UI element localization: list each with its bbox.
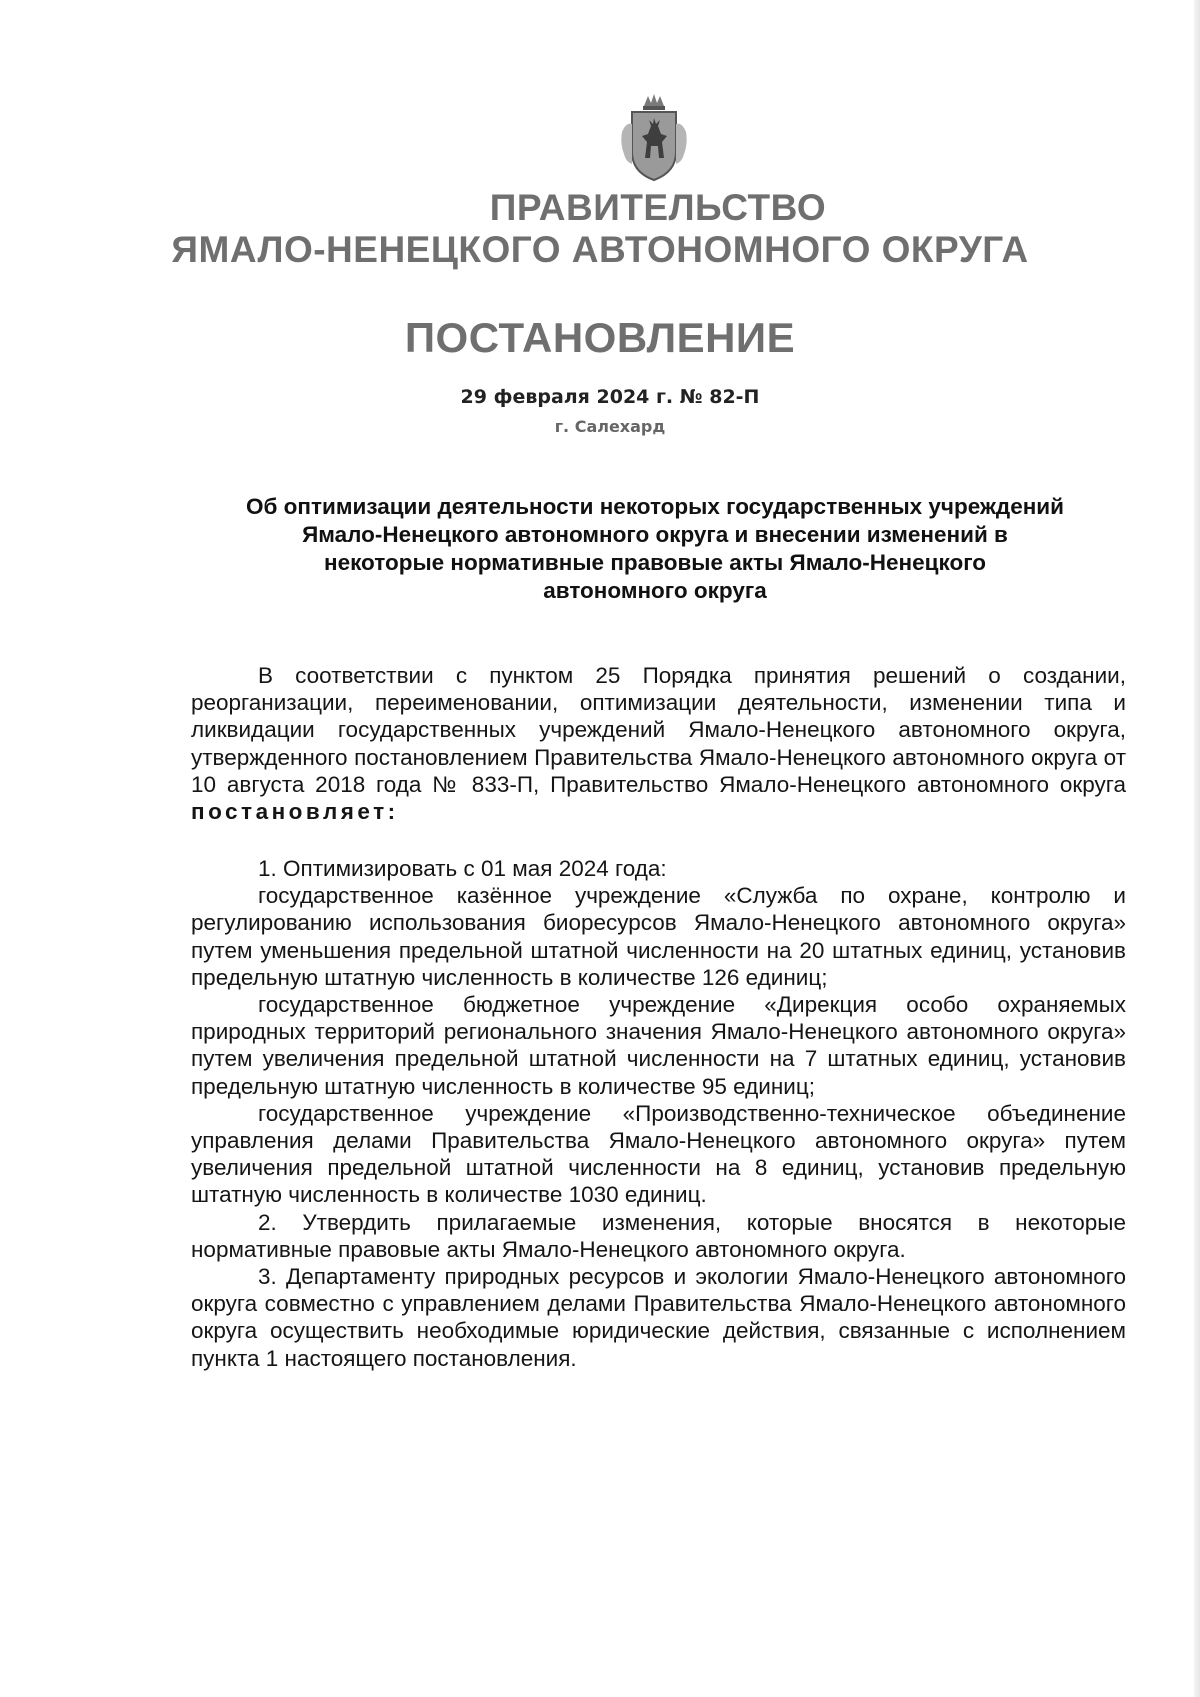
preamble-text: В соответствии с пунктом 25 Порядка принятия решений о создании, реорганизации, переименовании, оптимизации деятельности, изменении типа и ликвидации государственных учреждений Ямало-Ненецкого автономного округа, утвержденного постановлением Правительства Ямало-Ненецкого автономного округа от 10 августа 2018 года № 833-П, Правительство Ямало-Ненецкого автономного округа: [191, 663, 1126, 797]
item-paragraph: государственное учреждение «Производственно-техническое объединение управления делами Правительства Ямало-Ненецкого автономного округа» путем увеличения предельной штатной численности на 8 единиц, установив предельную штатную численность в количестве 1030 единиц.: [191, 1100, 1126, 1208]
government-name-line-2: ЯМАЛО-НЕНЕЦКОГО АВТОНОМНОГО ОКРУГА: [171, 229, 1029, 270]
item-paragraph: 2. Утвердить прилагаемые изменения, которые вносятся в некоторые нормативные правовые акты Ямало-Ненецкого автономного округа.: [191, 1209, 1126, 1262]
document-date-number: 29 февраля 2024 г. № 82-П: [460, 386, 760, 408]
subject-line: автономного округа: [543, 578, 767, 603]
subject-line: некоторые нормативные правовые акты Ямало-Ненецкого: [323, 550, 987, 575]
coat-of-arms-icon: [618, 92, 690, 184]
preamble-paragraph: [191, 662, 1126, 825]
item-paragraph: 1. Оптимизировать с 01 мая 2024 года:: [258, 856, 667, 881]
document-type-title: ПОСТАНОВЛЕНИЕ: [404, 314, 796, 361]
preamble-block: [191, 662, 1126, 825]
government-name-line-1: ПРАВИТЕЛЬСТВО: [489, 187, 827, 228]
item-paragraph: 3. Департаменту природных ресурсов и экологии Ямало-Ненецкого автономного округа совместно с управлением делами Правительства Ямало-Ненецкого автономного округа осуществить необходимые юридические действия, связанные с исполнением пункта 1 настоящего постановления.: [191, 1264, 1126, 1371]
document-subject: [190, 493, 1120, 605]
resolves-word: постановляет:: [191, 799, 399, 825]
subject-line: Об оптимизации деятельности некоторых государственных учреждений: [246, 494, 1064, 519]
subject-line: Ямало-Ненецкого автономного округа и внесении изменений в: [302, 522, 1008, 547]
item-paragraph: государственное казённое учреждение «Служба по охране, контролю и регулированию использования биоресурсов Ямало-Ненецкого автономного округа» путем уменьшения предельной штатной численности на 20 штатных единиц, установив предельную штатную численность в количестве 126 единиц;: [191, 883, 1126, 990]
resolution-items: [191, 855, 1126, 1372]
item-paragraph: государственное бюджетное учреждение «Дирекция особо охраняемых природных территорий регионального значения Ямало-Ненецкого автономного округа» путем увеличения предельной штатной численности на 7 штатных единиц, установив предельную штатную численность в количестве 95 единиц;: [191, 992, 1126, 1099]
document-city: г. Салехард: [554, 417, 666, 436]
